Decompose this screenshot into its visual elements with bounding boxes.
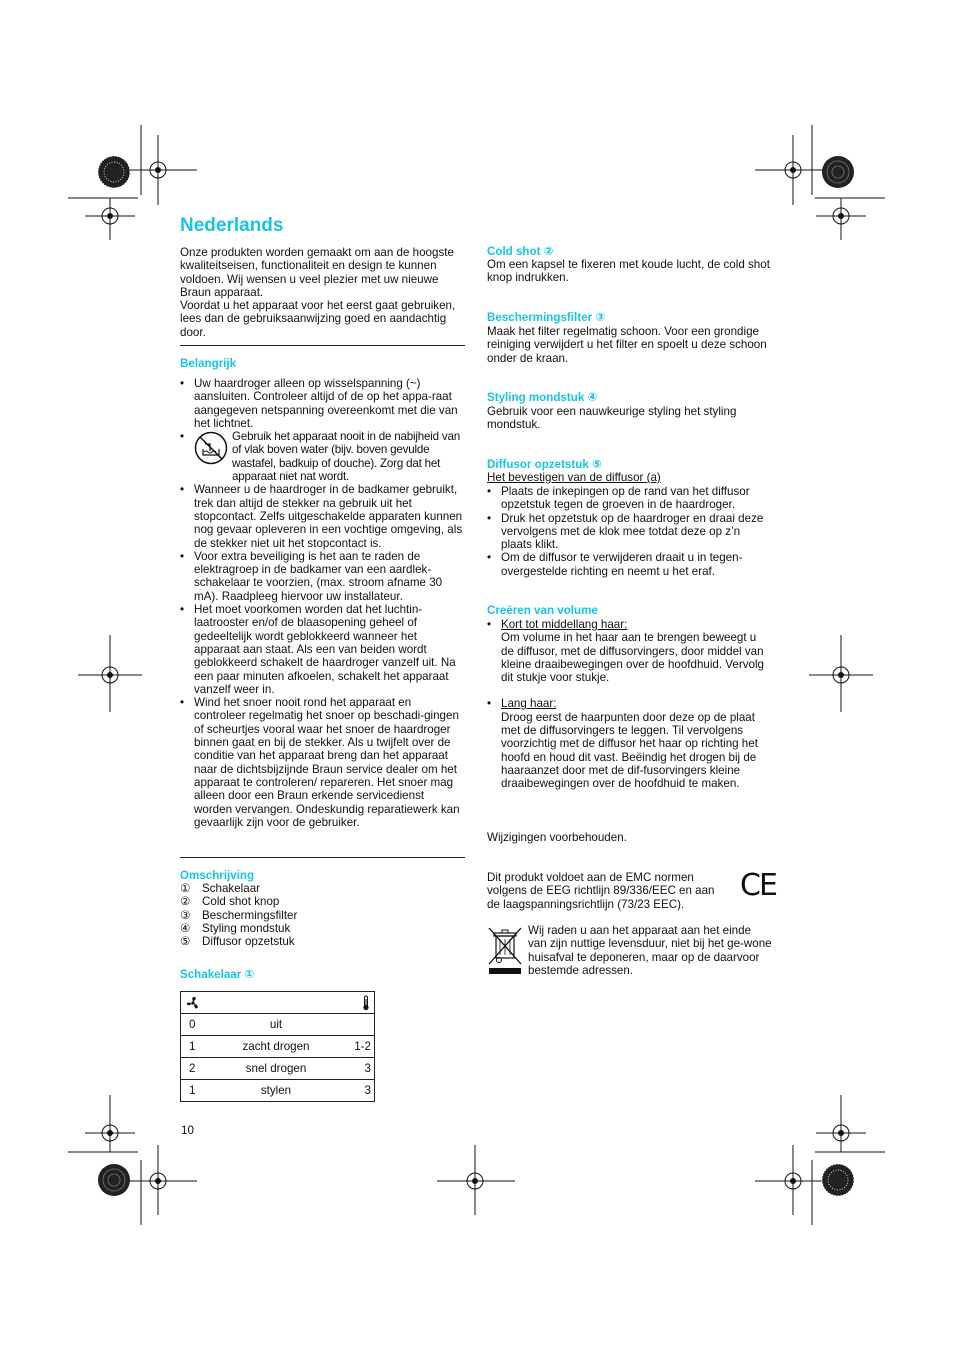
switch-settings-table: [180, 991, 375, 1102]
description-list: [180, 882, 465, 948]
intro-text: Onze produkten worden gemaakt om aan de hoogste kwaliteitseisen, functionaliteit en design te kunnen voldoen. Wij wensen u veel plezier met uw nieuwe Braun apparaat. Voordat u het apparaat voor het eerst gaat gebruiken, lees dan de gebruiksaanwijzing goed en aandachtig door.: [180, 246, 456, 339]
list-item: ② Cold shot knop: [180, 895, 280, 909]
no-water-warning-icon: [194, 431, 228, 465]
filter-heading: Beschermingsfilter ③: [487, 311, 606, 324]
weee-text: Wij raden u aan het apparaat aan het einde van zijn nuttige levensduur, niet bij het ge-wone huisafval te deponeren, maar op de daarvoor bestemde adressen.: [528, 924, 772, 977]
waste-bin-crossed-icon: [487, 926, 523, 978]
diffusor-list: [487, 485, 772, 578]
list-item: • Plaats de inkepingen op de rand van het diffusor opzetstuk tegen de groeven in de haardroger.: [487, 485, 772, 512]
switch-heading: Schakelaar ①: [180, 968, 255, 981]
list-item: • Wanneer u de haardroger in de badkamer gebruikt, trek dan altijd de stekker na gebruik uit het stopcontact. Zelfs uitgeschakelde apparaten kunnen nog gevaar opleveren in een vochtige omgeving, als de stekker niet uit het stopcontact is.: [180, 483, 465, 549]
table-row: 1 zacht drogen 1-2: [181, 1036, 375, 1058]
cold-shot-heading: Cold shot ②: [487, 245, 554, 258]
list-item: • Wind het snoer nooit rond het apparaat en controleer regelmatig het snoer op beschadi-gingen of scheurtjes vooral waar het snoer de haardroger binnen gaat en bij de stekker. Als u twijfelt over de conditie van het apparaat breng dan het apparaat naar de dichtsbijzijnde Braun service dealer om het apparaat te controleren/ repareren. Het snoer mag alleen door een Braun erkende servicedienst worden vervangen. Ondeskundig reparatiewerk kan gevaarlijk zijn voor de gebruiker.: [180, 696, 465, 829]
page-number: 10: [181, 1124, 194, 1137]
list-item: ⑤ Diffusor opzetstuk: [180, 935, 295, 949]
styling-text: Gebruik voor een nauwkeurige styling het styling mondstuk.: [487, 405, 737, 432]
emc-text: Dit produkt voldoet aan de EMC normen volgens de EEG richtlijn 89/336/EEC en aan de laagspanningsrichtlijn (73/23 EEC).: [487, 871, 715, 911]
diffusor-heading: Diffusor opzetstuk ⑤: [487, 458, 602, 471]
ce-mark-icon: CE: [740, 868, 776, 903]
table-header-row: [181, 992, 375, 1014]
list-item: • Kort tot middellang haar: Om volume in het haar aan te brengen beweegt u de diffusor, met de diffusorvingers, door middel van kleine draaibewegingen over de hoofdhuid. Vervolg dit stukje voor stukje.: [487, 618, 772, 684]
volume-list: [487, 618, 772, 791]
fan-icon: [185, 995, 201, 1011]
list-item: ④ Styling mondstuk: [180, 921, 291, 935]
list-item: • Uw haardroger alleen op wisselspanning (~) aansluiten. Controleer altijd of de op het appa-raat aangegeven netspanning overeenkomt met die van het lichtnet.: [180, 377, 465, 430]
list-item: • Druk het opzetstuk op de haardroger en draai deze vervolgens met de klok mee totdat deze op z’n plaats klikt.: [487, 512, 772, 552]
filter-text: Maak het filter regelmatig schoon. Voor een grondige reiniging verwijdert u het filter en spoelt u deze schoon onder de kraan.: [487, 325, 767, 365]
reserve-note: Wijzigingen voorbehouden.: [487, 831, 627, 844]
list-item: • Lang haar: Droog eerst de haarpunten door deze op de plaat met de diffusorvingers te leggen. Til vervolgens voorzichtig met de diffusor het haar op richting het hoofd en houd dit vast. Beëindig het drogen bij de haaraanzet door met de dif-fusorvingers kleine draaibewegingen over de hoofdhuid te maken.: [487, 697, 772, 790]
list-item: ① Schakelaar: [180, 882, 261, 895]
diffusor-subheading: Het bevestigen van de diffusor (a): [487, 471, 661, 484]
thermometer-icon: [361, 995, 371, 1011]
list-item: • Om de diffusor te verwijderen draait u in tegen-overgestelde richting en neemt u het eraf.: [487, 551, 772, 578]
list-item: • Voor extra beveiliging is het aan te raden de elektragroep in de badkamer van een aardlek-schakelaar te voorzien, (max. stroom afname 30 mA). Raadpleeg hiervoor uw installateur.: [180, 550, 465, 603]
section-divider: [180, 857, 465, 858]
cold-shot-text: Om een kapsel te fixeren met koude lucht, de cold shot knop indrukken.: [487, 258, 770, 285]
list-item: • Gebruik het apparaat nooit in de nabijheid van of vlak boven water (bijv. boven gevulde wastafel, badkuip of douche). Zorg dat het apparaat niet nat wordt.: [180, 430, 465, 483]
table-row: 1 stylen 3: [181, 1080, 375, 1102]
styling-heading: Styling mondstuk ④: [487, 391, 598, 404]
section-divider: [180, 345, 465, 346]
table-row: 0 uit: [181, 1014, 375, 1036]
page-title: Nederlands: [180, 215, 284, 236]
table-row: 2 snel drogen 3: [181, 1058, 375, 1080]
list-item: • Het moet voorkomen worden dat het luchtin-laatrooster en/of de blaasopening geheel of gedeeltelijk wordt geblokkeerd wanneer het apparaat aan staat. Als een van beiden wordt geblokkeerd schakelt de haardroger vanzelf uit. Na een paar minuten afkoelen, schakelt het apparaat vanzelf weer in.: [180, 603, 465, 696]
description-heading: Omschrijving: [180, 869, 255, 882]
list-item: ③ Beschermingsfilter: [180, 908, 298, 922]
volume-heading: Creëren van volume: [487, 604, 598, 617]
important-list: [180, 377, 465, 829]
important-heading: Belangrijk: [180, 357, 237, 370]
